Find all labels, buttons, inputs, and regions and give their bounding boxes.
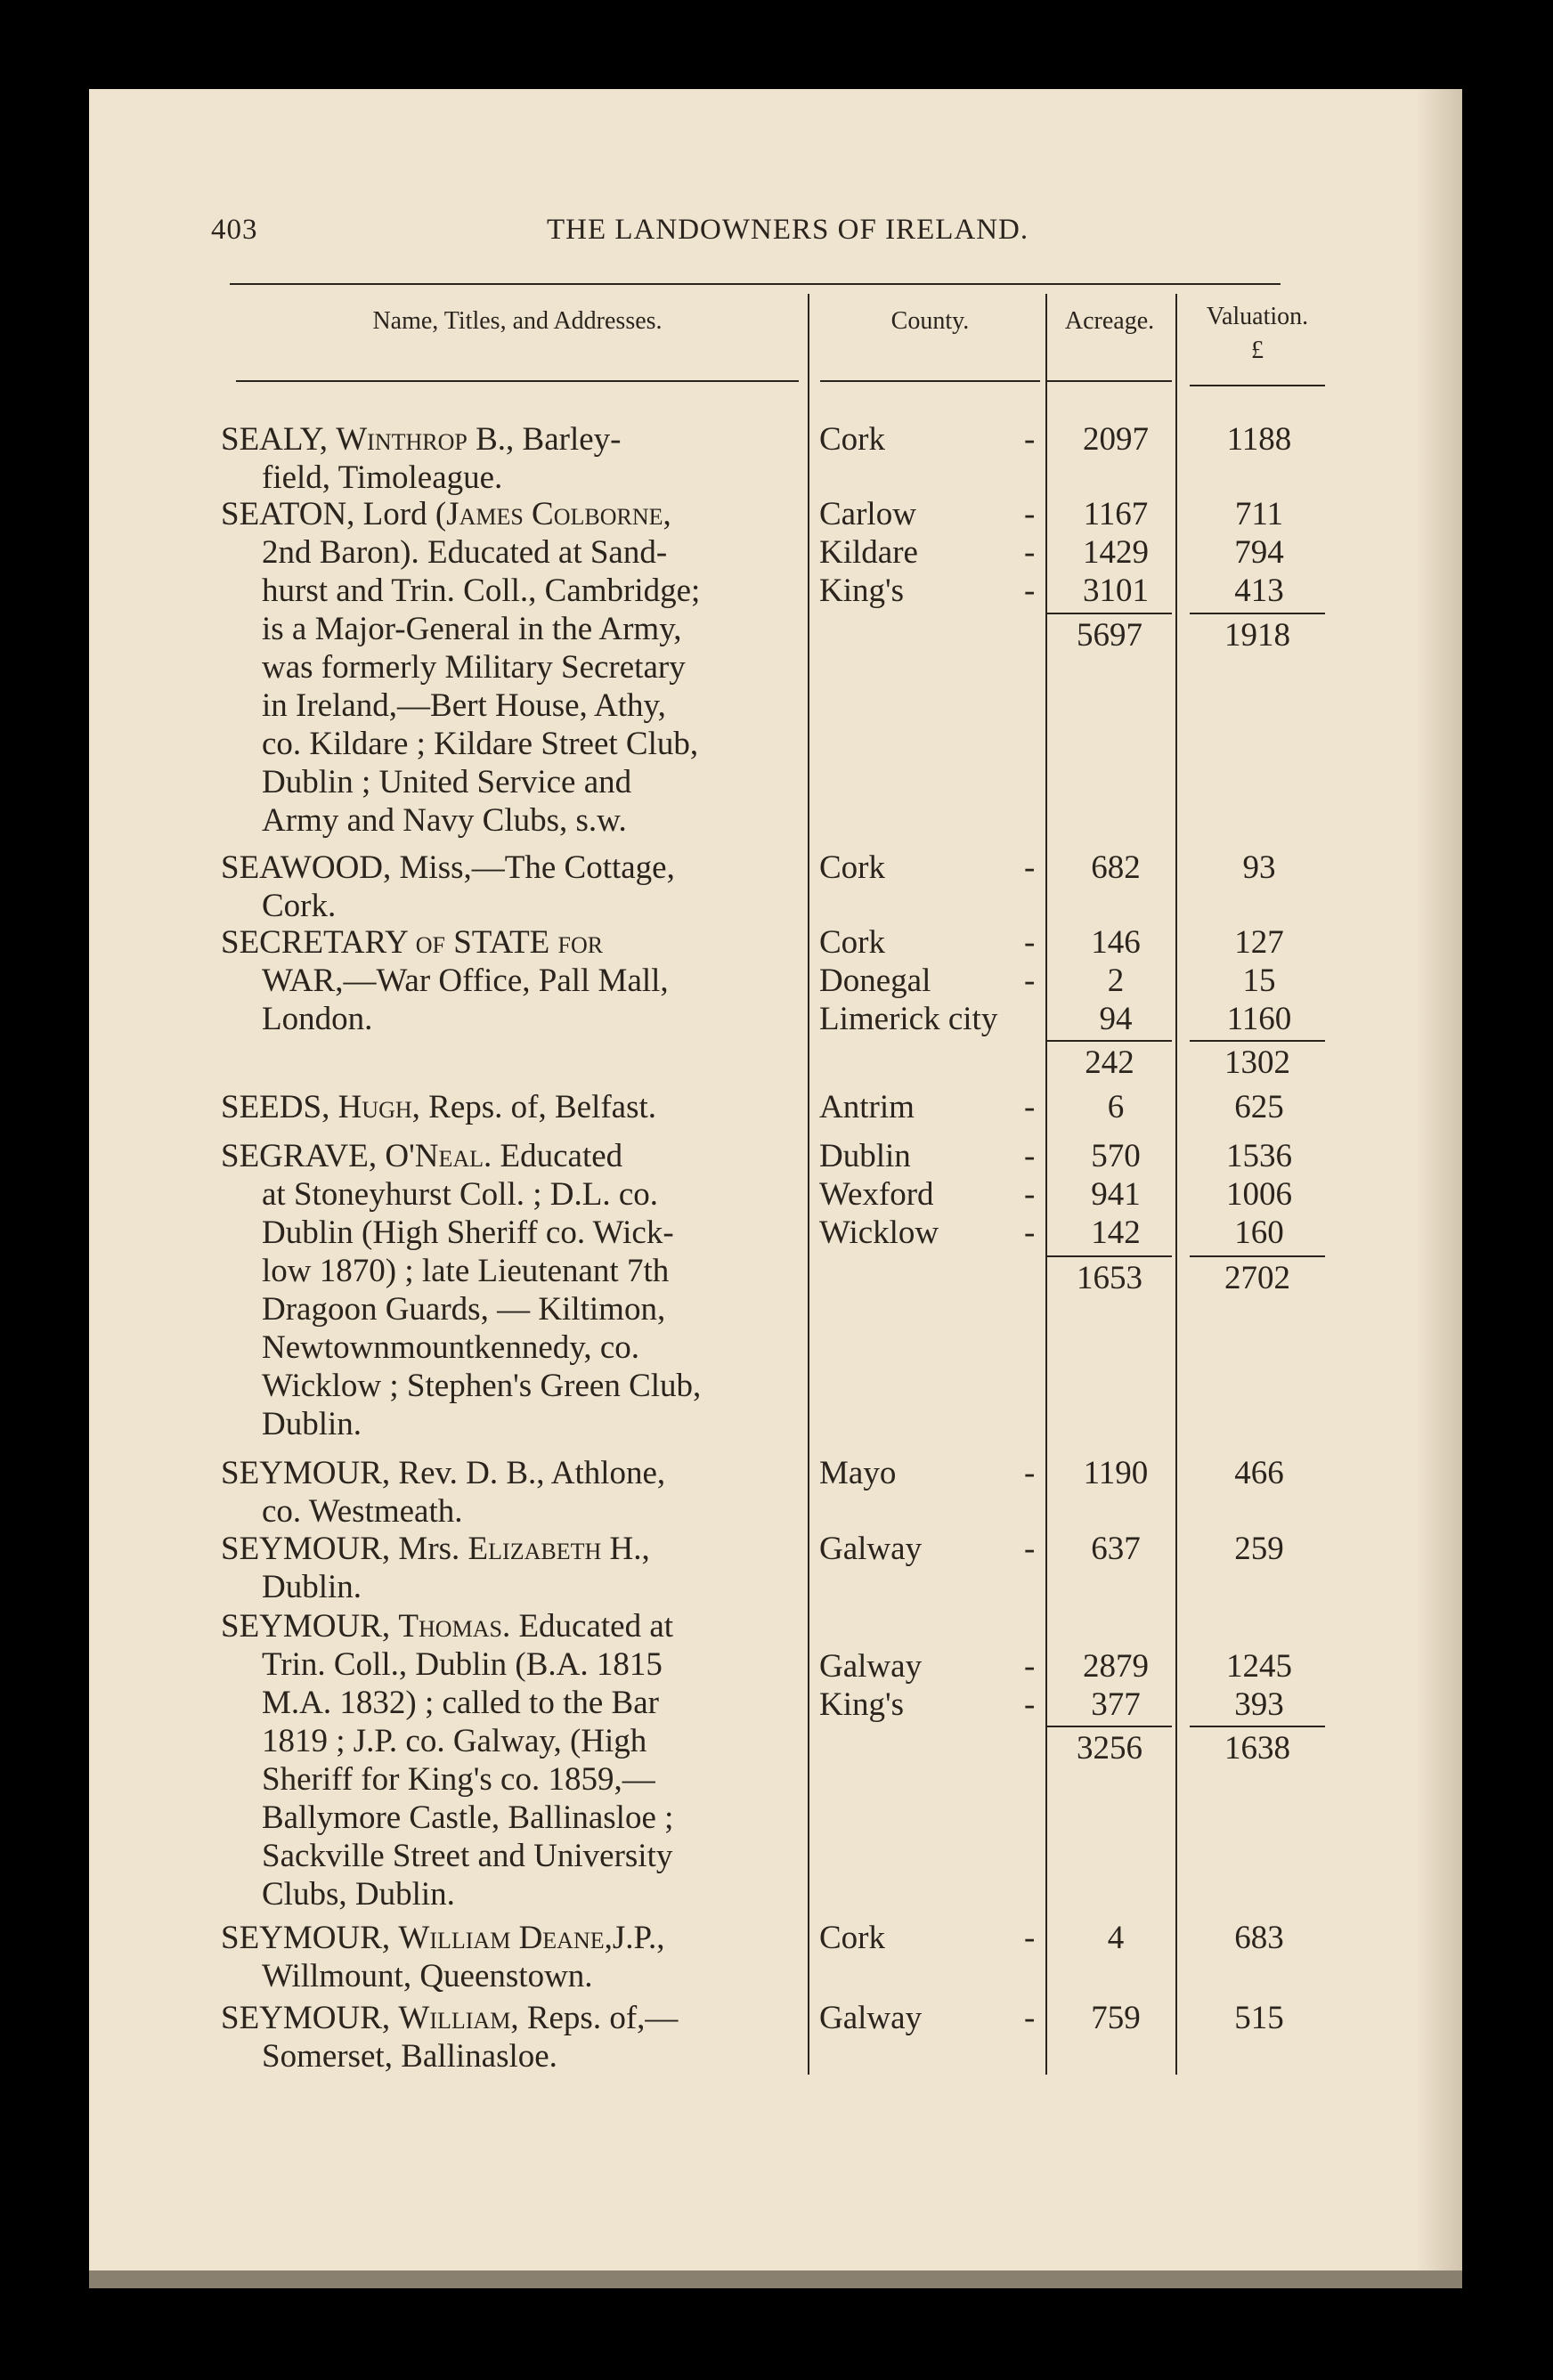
entry-line xyxy=(221,2037,787,2075)
entry-line xyxy=(221,1999,787,2037)
valuation-cell: 711 xyxy=(1234,496,1284,532)
entry-line xyxy=(221,962,787,1000)
dash-cell: - xyxy=(1024,1176,1036,1213)
entry-line xyxy=(221,495,787,533)
small-caps-text: Thomas xyxy=(398,1608,502,1645)
entry-text: low 1870) ; late Lieutenant 7th xyxy=(262,1253,670,1289)
acreage-cell: 2097 xyxy=(1083,421,1149,458)
small-caps-text: Hugh xyxy=(337,1089,412,1125)
total-valuation: 1302 xyxy=(1224,1044,1290,1081)
dash-cell: - xyxy=(1024,1686,1036,1723)
acreage-cell: 3101 xyxy=(1083,573,1149,609)
valuation-cell: 93 xyxy=(1242,849,1276,886)
entry-line xyxy=(221,887,787,925)
entry-text: . Educated at xyxy=(501,1608,674,1645)
total-valuation: 1918 xyxy=(1224,617,1290,654)
entry-line xyxy=(221,1530,787,1568)
entry-line xyxy=(221,572,787,610)
entry-line xyxy=(221,1568,787,1606)
valuation-cell: 515 xyxy=(1234,2000,1284,2036)
entry-text: Wicklow ; Stephen's Green Club, xyxy=(262,1368,702,1404)
entry-text: was formerly Military Secretary xyxy=(262,649,686,686)
valuation-cell: 794 xyxy=(1234,534,1284,571)
entry-line xyxy=(221,1000,787,1038)
column-header-county: County. xyxy=(890,307,970,335)
name-entry xyxy=(221,1530,787,1606)
entry-text: Army and Navy Clubs, s.w. xyxy=(262,802,627,839)
entry-text: , Reps. of, Belfast. xyxy=(411,1089,657,1125)
acreage-cell: 759 xyxy=(1091,2000,1141,2036)
entry-text: SEEDS, xyxy=(221,1089,338,1125)
total-valuation: 1638 xyxy=(1224,1730,1290,1767)
entry-text: . Educated xyxy=(484,1138,623,1174)
dash-cell: - xyxy=(1024,534,1036,571)
entry-text: co. Westmeath. xyxy=(262,1493,463,1530)
entry-text: Dublin (High Sheriff co. Wick- xyxy=(262,1214,674,1251)
valuation-cell: 15 xyxy=(1242,963,1276,999)
valuation-cell: 160 xyxy=(1234,1214,1284,1251)
entry-line xyxy=(221,1607,787,1645)
entry-text: in Ireland,—Bert House, Athy, xyxy=(262,687,666,724)
dash-cell: - xyxy=(1024,2000,1036,2036)
acreage-cell: 682 xyxy=(1091,849,1141,886)
county-cell: Cork xyxy=(819,1920,885,1956)
entry-text: Dublin. xyxy=(262,1406,362,1442)
dash-cell: - xyxy=(1024,1089,1036,1125)
entry-text: M.A. 1832) ; called to the Bar xyxy=(262,1685,659,1721)
entry-text: Dragoon Guards, — Kiltimon, xyxy=(262,1291,666,1328)
county-cell: King's xyxy=(819,573,905,609)
entry-line xyxy=(221,1137,787,1175)
entry-text: co. Kildare ; Kildare Street Club, xyxy=(262,726,699,762)
county-cell: Galway xyxy=(819,1531,923,1567)
entry-line xyxy=(221,1214,787,1252)
entry-text: London. xyxy=(262,1001,373,1037)
valuation-cell: 259 xyxy=(1234,1531,1284,1567)
county-cell: Cork xyxy=(819,849,885,886)
acreage-cell: 142 xyxy=(1091,1214,1141,1251)
name-entry xyxy=(221,1088,787,1126)
entry-line xyxy=(221,1684,787,1722)
acreage-cell: 377 xyxy=(1091,1686,1141,1723)
name-entry xyxy=(221,495,787,840)
acreage-cell: 1429 xyxy=(1083,534,1149,571)
entry-text: is a Major-General in the Army, xyxy=(262,611,682,647)
entry-text: WAR,—War Office, Pall Mall, xyxy=(262,963,669,999)
small-caps-text: Elizabeth xyxy=(468,1531,602,1567)
entry-text: field, Timoleague. xyxy=(262,459,503,496)
name-entry xyxy=(221,923,787,1038)
entry-text: SEYMOUR, Rev. D. B., Athlone, xyxy=(221,1455,666,1491)
total-acreage: 1653 xyxy=(1077,1260,1142,1296)
entry-text: SEATON, Lord ( xyxy=(221,496,447,532)
entry-line xyxy=(221,1175,787,1214)
small-caps-text: Winthrop xyxy=(336,421,468,458)
entry-text: Dublin ; United Service and xyxy=(262,764,632,800)
valuation-cell: 1160 xyxy=(1226,1001,1292,1037)
entry-line xyxy=(221,1367,787,1405)
entry-text: Somerset, Ballinasloe. xyxy=(262,2038,557,2075)
entry-text: Newtownmountkennedy, co. xyxy=(262,1329,640,1366)
column-separator xyxy=(808,294,809,2075)
valuation-cell: 1536 xyxy=(1226,1138,1292,1174)
name-entry xyxy=(221,420,787,497)
small-caps-text: Neal xyxy=(414,1138,484,1174)
entry-line xyxy=(221,1919,787,1957)
acreage-cell: 6 xyxy=(1107,1089,1125,1125)
column-header-valuation: Valuation. xyxy=(1206,303,1309,330)
entry-text: SECRETARY xyxy=(221,924,416,961)
entry-line xyxy=(221,1405,787,1443)
entry-text: ,J.P., xyxy=(604,1920,665,1956)
total-rule-acreage xyxy=(1047,1040,1172,1042)
top-rule xyxy=(230,283,1281,285)
valuation-header-rule xyxy=(1190,385,1325,386)
dash-cell: - xyxy=(1024,1531,1036,1567)
dash-cell: - xyxy=(1024,1214,1036,1251)
entry-line xyxy=(221,1454,787,1492)
acreage-cell: 941 xyxy=(1091,1176,1141,1213)
entry-text: at Stoneyhurst Coll. ; D.L. co. xyxy=(262,1176,658,1213)
total-rule-valuation xyxy=(1190,1726,1325,1727)
county-cell: Cork xyxy=(819,924,885,961)
entry-line xyxy=(221,420,787,459)
name-entry xyxy=(221,1137,787,1443)
entry-text: Sackville Street and University xyxy=(262,1838,673,1874)
valuation-cell: 393 xyxy=(1234,1686,1284,1723)
entry-line xyxy=(221,801,787,840)
dash-cell: - xyxy=(1024,421,1036,458)
entry-line xyxy=(221,1252,787,1290)
entry-text: Clubs, Dublin. xyxy=(262,1876,455,1913)
page-bottom-strip xyxy=(89,2270,1462,2288)
dash-cell: - xyxy=(1024,849,1036,886)
county-cell: Kildare xyxy=(819,534,918,571)
county-cell: King's xyxy=(819,1686,905,1723)
name-entry xyxy=(221,849,787,925)
page-edge-shadow xyxy=(1416,89,1462,2288)
acreage-header-rule xyxy=(1047,380,1172,382)
column-header-valuation-unit: £ xyxy=(1251,337,1264,364)
entry-line xyxy=(221,648,787,686)
total-rule-valuation xyxy=(1190,1040,1325,1042)
entry-text: Trin. Coll., Dublin (B.A. 1815 xyxy=(262,1646,663,1683)
county-cell: Limerick city xyxy=(819,1001,998,1037)
acreage-cell: 1190 xyxy=(1083,1455,1149,1491)
entry-text: hurst and Trin. Coll., Cambridge; xyxy=(262,573,701,609)
small-caps-text: James Colborne xyxy=(446,496,663,532)
total-acreage: 242 xyxy=(1085,1044,1134,1081)
entry-text: Dublin. xyxy=(262,1569,362,1605)
entry-text: SEYMOUR, xyxy=(221,1920,399,1956)
acreage-cell: 94 xyxy=(1099,1001,1133,1037)
county-cell: Carlow xyxy=(819,496,916,532)
total-rule-valuation xyxy=(1190,1255,1325,1257)
county-cell: Antrim xyxy=(819,1089,915,1125)
dash-cell: - xyxy=(1024,496,1036,532)
name-entry xyxy=(221,1919,787,1995)
acreage-cell: 146 xyxy=(1091,924,1141,961)
dash-cell: - xyxy=(1024,1455,1036,1491)
valuation-cell: 1006 xyxy=(1226,1176,1292,1213)
dash-cell: - xyxy=(1024,1920,1036,1956)
column-header-name: Name, Titles, and Addresses. xyxy=(372,307,663,335)
entry-line xyxy=(221,686,787,725)
entry-line xyxy=(221,1492,787,1531)
valuation-cell: 683 xyxy=(1234,1920,1284,1956)
acreage-cell: 4 xyxy=(1107,1920,1125,1956)
running-title: THE LANDOWNERS OF IRELAND. xyxy=(547,214,1029,246)
entry-text: STATE xyxy=(444,924,558,961)
valuation-cell: 466 xyxy=(1234,1455,1284,1491)
entry-line xyxy=(221,849,787,887)
entry-line xyxy=(221,1722,787,1760)
name-entry xyxy=(221,1454,787,1531)
entry-line xyxy=(221,725,787,763)
small-caps-text: for xyxy=(557,924,604,961)
entry-line xyxy=(221,459,787,497)
entry-line xyxy=(221,1875,787,1913)
entry-text: 1819 ; J.P. co. Galway, (High xyxy=(262,1723,647,1759)
dash-cell: - xyxy=(1024,1138,1036,1174)
entry-line xyxy=(221,610,787,648)
county-cell: Mayo xyxy=(819,1455,897,1491)
dash-cell: - xyxy=(1024,573,1036,609)
entry-text: B., Barley- xyxy=(467,421,622,458)
small-caps-text: William xyxy=(398,2000,511,2036)
name-entry xyxy=(221,1607,787,1913)
county-cell: Dublin xyxy=(819,1138,911,1174)
entry-line xyxy=(221,1088,787,1126)
entry-text: SEAWOOD, Miss,—The Cottage, xyxy=(221,849,675,886)
dash-cell: - xyxy=(1024,1648,1036,1685)
total-rule-acreage xyxy=(1047,1726,1172,1727)
entry-line xyxy=(221,923,787,962)
total-rule-valuation xyxy=(1190,613,1325,614)
total-acreage: 5697 xyxy=(1077,617,1142,654)
valuation-cell: 127 xyxy=(1234,924,1284,961)
entry-text: 2nd Baron). Educated at Sand- xyxy=(262,534,668,571)
column-header-acreage: Acreage. xyxy=(1064,307,1155,335)
entry-line xyxy=(221,1290,787,1328)
county-cell: Wexford xyxy=(819,1176,934,1213)
entry-text: SEYMOUR, Mrs. xyxy=(221,1531,468,1567)
dash-cell: - xyxy=(1024,963,1036,999)
dash-cell: - xyxy=(1024,924,1036,961)
name-entry xyxy=(221,1999,787,2075)
entry-text: Sheriff for King's co. 1859,— xyxy=(262,1761,655,1798)
acreage-cell: 570 xyxy=(1091,1138,1141,1174)
acreage-cell: 637 xyxy=(1091,1531,1141,1567)
valuation-cell: 413 xyxy=(1234,573,1284,609)
entry-text: SEYMOUR, xyxy=(221,1608,399,1645)
entry-text: Willmount, Queenstown. xyxy=(262,1958,593,1994)
entry-text: SEGRAVE, O' xyxy=(221,1138,415,1174)
entry-text: Ballymore Castle, Ballinasloe ; xyxy=(262,1799,674,1836)
acreage-cell: 2 xyxy=(1107,963,1125,999)
small-caps-text: of xyxy=(415,924,445,961)
valuation-cell: 625 xyxy=(1234,1089,1284,1125)
total-rule-acreage xyxy=(1047,1255,1172,1257)
entry-text: SEYMOUR, xyxy=(221,2000,399,2036)
entry-text: , xyxy=(663,496,671,532)
entry-line xyxy=(221,1760,787,1799)
county-cell: Galway xyxy=(819,2000,923,2036)
entry-line xyxy=(221,533,787,572)
entry-line xyxy=(221,1957,787,1995)
small-caps-text: William Deane xyxy=(398,1920,605,1956)
entry-line xyxy=(221,1837,787,1875)
acreage-cell: 1167 xyxy=(1083,496,1149,532)
county-cell: Wicklow xyxy=(819,1214,939,1251)
county-cell: Donegal xyxy=(819,963,931,999)
entry-line xyxy=(221,1328,787,1367)
entry-text: H., xyxy=(601,1531,650,1567)
entry-text: SEALY, xyxy=(221,421,337,458)
name-header-rule xyxy=(236,380,799,382)
entry-text: , Reps. of,— xyxy=(510,2000,679,2036)
valuation-cell: 1188 xyxy=(1226,421,1292,458)
county-header-rule xyxy=(820,380,1040,382)
page-number: 403 xyxy=(211,214,258,246)
county-cell: Cork xyxy=(819,421,885,458)
entry-line xyxy=(221,1645,787,1684)
entry-text: Cork. xyxy=(262,888,337,924)
total-valuation: 2702 xyxy=(1224,1260,1290,1296)
valuation-cell: 1245 xyxy=(1226,1648,1292,1685)
total-acreage: 3256 xyxy=(1077,1730,1142,1767)
entry-line xyxy=(221,1799,787,1837)
total-rule-acreage xyxy=(1047,613,1172,614)
county-cell: Galway xyxy=(819,1648,923,1685)
acreage-cell: 2879 xyxy=(1083,1648,1149,1685)
entry-line xyxy=(221,763,787,801)
